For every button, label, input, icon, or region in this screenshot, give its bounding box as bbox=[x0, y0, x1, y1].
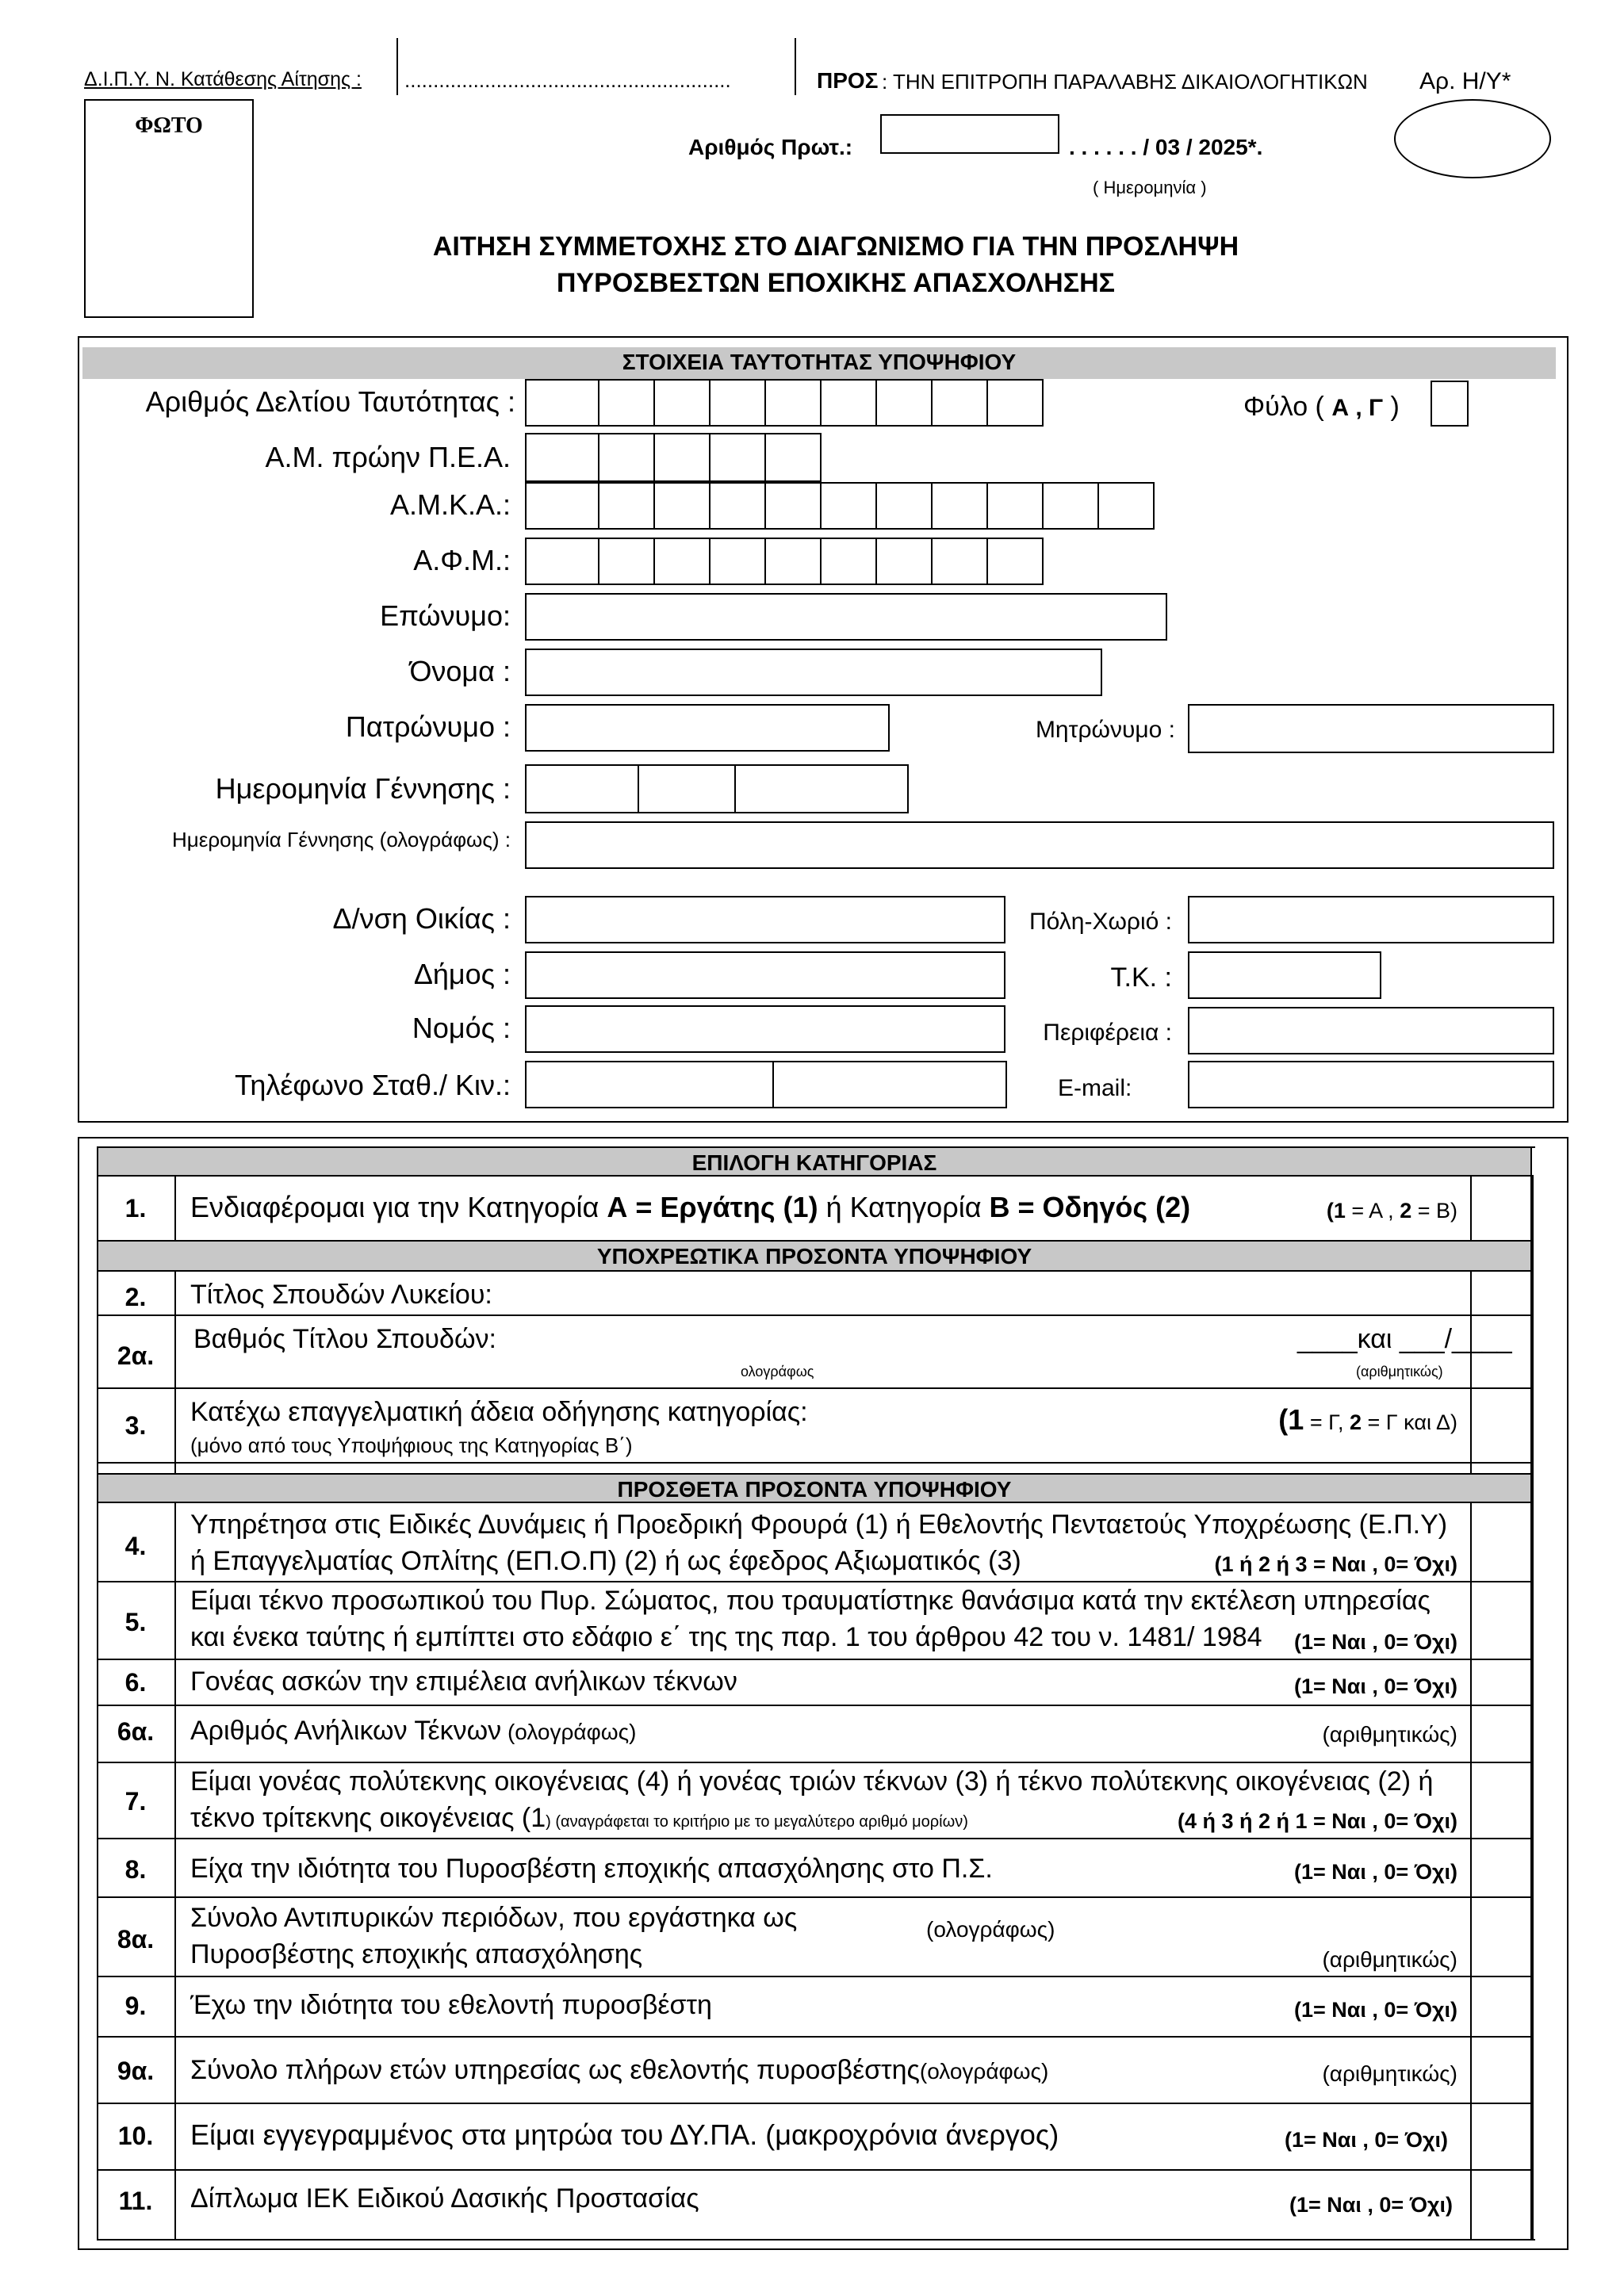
phone-label: Τηλέφωνο Σταθ./ Κιν.: bbox=[235, 1069, 511, 1101]
protocol-date: . . . . . . / 03 / 2025*. bbox=[1069, 135, 1263, 159]
row-6a-text: Αριθμός Ανήλικων Τέκνων (ολογράφως) bbox=[190, 1716, 637, 1746]
answer-cell[interactable] bbox=[1472, 1977, 1529, 2034]
row-5-bottom bbox=[97, 1659, 1532, 1660]
dipyn-dots: ......................................................... bbox=[404, 68, 731, 92]
row-5-line1: Είμαι τέκνο προσωπικού του Πυρ. Σώματος, που τραυματίστηκε θανάσιμα κατά την εκτέλεση υπηρεσίας bbox=[190, 1586, 1431, 1616]
address-input[interactable] bbox=[525, 896, 1005, 943]
category-heading: ΕΠΙΛΟΓΗ ΚΑΤΗΓΟΡΙΑΣ bbox=[97, 1146, 1532, 1177]
row-7-number: 7. bbox=[124, 1787, 147, 1816]
row-1-number: 1. bbox=[124, 1194, 147, 1223]
row-3-subtext: (μόνο από τους Υποψήφιους της Κατηγορίας Β΄) bbox=[190, 1433, 633, 1457]
row-6a-code: (αριθμητικώς) bbox=[1322, 1722, 1457, 1747]
row-11-text: Δίπλωμα ΙΕΚ Ειδικού Δασικής Προστασίας bbox=[190, 2183, 699, 2214]
father-input[interactable] bbox=[525, 704, 890, 752]
row-9a-number: 9α. bbox=[117, 2057, 155, 2085]
row-11-number: 11. bbox=[118, 2187, 153, 2215]
row-6-number: 6. bbox=[124, 1668, 147, 1697]
municipality-input[interactable] bbox=[525, 951, 1005, 999]
number-column-divider bbox=[174, 1175, 176, 2241]
row-8-code: (1= Ναι , 0= Όχι) bbox=[1294, 1860, 1457, 1884]
protocol-input[interactable] bbox=[880, 114, 1059, 154]
row-8a-line1: Σύνολο Αντιπυρικών περιόδων, που εργάστηκα ως bbox=[190, 1903, 798, 1933]
row-5-line2: και ένεκα ταύτης ή εμπίπτει στο εδάφιο ε΄ της της παρ. 1 του άρθρου 42 του ν. 1481/ 1984 bbox=[190, 1622, 1262, 1652]
surname-label: Επώνυμο: bbox=[380, 599, 511, 632]
row-4-number: 4. bbox=[124, 1532, 147, 1560]
row-7-line1: Είμαι γονέας πολύτεκνης οικογένειας (4) ή γονέας τριών τέκνων (3) ή τέκνο πολύτεκνης οικογένειας (2) ή bbox=[190, 1766, 1434, 1797]
additional-heading: ΠΡΟΣΘΕΤΑ ΠΡΟΣΟΝΤΑ ΥΠΟΨΗΦΙΟΥ bbox=[97, 1473, 1532, 1503]
form-title-line1: ΑΙΤΗΣΗ ΣΥΜΜΕΤΟΧΗΣ ΣΤΟ ΔΙΑΓΩΝΙΣΜΟ ΓΙΑ ΤΗΝ ΠΡΟΣΛΗΨΗ bbox=[432, 232, 1239, 262]
answer-cell[interactable] bbox=[1472, 1660, 1529, 1703]
photo-label: ΦΩΤΟ bbox=[135, 113, 203, 138]
city-input[interactable] bbox=[1188, 896, 1554, 943]
form-title-line2: ΠΥΡΟΣΒΕΣΤΩΝ ΕΠΟΧΙΚΗΣ ΑΠΑΣΧΟΛΗΣΗΣ bbox=[556, 268, 1116, 298]
answer-cell[interactable] bbox=[1472, 2104, 1529, 2168]
name-input[interactable] bbox=[525, 649, 1102, 696]
answer-cell[interactable] bbox=[1472, 1389, 1529, 1460]
row-6a-bottom bbox=[97, 1762, 1532, 1763]
row-4-line1: Υπηρέτησα στις Ειδικές Δυνάμεις ή Προεδρική Φρουρά (1) ή Εθελοντής Πενταετούς Υποχρέωσης (Ε.Π.Υ) bbox=[190, 1510, 1448, 1540]
row-9-text: Έχω την ιδιότητα του εθελοντή πυροσβέστη bbox=[190, 1990, 712, 2020]
birthdate-cells[interactable] bbox=[525, 764, 909, 813]
region-label: Περιφέρεια : bbox=[1043, 1020, 1172, 1046]
phone-cells[interactable] bbox=[525, 1061, 1007, 1108]
row-9a-text: Σύνολο πλήρων ετών υπηρεσίας ως εθελοντής πυροσβέστης(ολογράφως) bbox=[190, 2055, 1049, 2085]
row-9-code: (1= Ναι , 0= Όχι) bbox=[1294, 1998, 1457, 2022]
row-8-text: Είχα την ιδιότητα του Πυροσβέστη εποχικής απασχόλησης στο Π.Σ. bbox=[190, 1854, 993, 1884]
row-10-number: 10. bbox=[117, 2122, 154, 2150]
row-9-bottom bbox=[97, 2036, 1532, 2038]
email-label: E-mail: bbox=[1058, 1075, 1132, 1101]
birthdate-words-input[interactable] bbox=[525, 821, 1554, 869]
pros-text: : ΤΗΝ ΕΠΙΤΡΟΠΗ ΠΑΡΑΛΑΒΗΣ ΔΙΚΑΙΟΛΟΓΗΤΙΚΩΝ bbox=[882, 70, 1368, 94]
row-3-code: (1 = Γ, 2 = Γ και Δ) bbox=[1278, 1403, 1457, 1436]
id-card-cells[interactable] bbox=[525, 379, 1044, 427]
answer-cell[interactable] bbox=[1472, 2171, 1529, 2239]
pros-label: ΠΡΟΣ bbox=[817, 68, 879, 93]
row-4-bottom bbox=[97, 1581, 1532, 1582]
row-2a-number: 2α. bbox=[117, 1341, 155, 1370]
name-label: Όνομα : bbox=[409, 655, 511, 687]
row-3-number: 3. bbox=[124, 1411, 147, 1440]
table-right-edge bbox=[1530, 1175, 1534, 2241]
row-2a-bottom bbox=[97, 1387, 1532, 1389]
birthdate-label: Ημερομηνία Γέννησης : bbox=[215, 772, 511, 805]
row-8a-bottom bbox=[97, 1976, 1532, 1977]
id-card-label: Αριθμός Δελτίου Ταυτότητας : bbox=[145, 385, 515, 418]
gender-label: Φύλο ( Α , Γ ) bbox=[1243, 392, 1400, 422]
prefecture-input[interactable] bbox=[525, 1005, 1005, 1053]
row-3-bottom bbox=[97, 1462, 1532, 1464]
row-9-number: 9. bbox=[124, 1992, 147, 2020]
city-label: Πόλη-Χωριό : bbox=[1029, 909, 1172, 935]
row-10-bottom bbox=[97, 2169, 1532, 2171]
ar-hy-oval[interactable] bbox=[1394, 99, 1551, 178]
row-11-code: (1= Ναι , 0= Όχι) bbox=[1289, 2193, 1453, 2217]
row-2a-blanks[interactable]: ____και ___/____ bbox=[1297, 1324, 1512, 1354]
row-2-text: Τίτλος Σπουδών Λυκείου: bbox=[190, 1280, 492, 1310]
am-pea-label: Α.Μ. πρώην Π.Ε.Α. bbox=[265, 441, 511, 473]
email-input[interactable] bbox=[1188, 1061, 1554, 1108]
row-1-text: Ενδιαφέρομαι για την Κατηγορία Α = Εργάτης (1) ή Κατηγορία Β = Οδηγός (2) bbox=[190, 1191, 1191, 1223]
row-2a-text: Βαθμός Τίτλου Σπουδών: bbox=[193, 1324, 496, 1354]
afm-label: Α.Φ.Μ.: bbox=[413, 544, 511, 576]
date-caption: ( Ημερομηνία ) bbox=[1093, 178, 1207, 197]
gender-input[interactable] bbox=[1431, 381, 1469, 427]
father-label: Πατρώνυμο : bbox=[345, 710, 511, 743]
row-8a-line2: Πυροσβέστης εποχικής απασχόλησης bbox=[190, 1939, 643, 1969]
row-7-bottom bbox=[97, 1838, 1532, 1839]
ar-hy-label: Αρ. Η/Υ* bbox=[1419, 68, 1511, 94]
protocol-label: Αριθμός Πρωτ.: bbox=[688, 135, 853, 159]
row-2-number: 2. bbox=[124, 1283, 147, 1311]
mother-label: Μητρώνυμο : bbox=[1035, 717, 1175, 743]
municipality-label: Δήμος : bbox=[413, 958, 511, 990]
row-8a-number: 8α. bbox=[117, 1925, 155, 1954]
mandatory-heading: ΥΠΟΧΡΕΩΤΙΚΑ ΠΡΟΣΟΝΤΑ ΥΠΟΨΗΦΙΟΥ bbox=[97, 1240, 1532, 1272]
row-5-code: (1= Ναι , 0= Όχι) bbox=[1294, 1630, 1457, 1654]
mother-input[interactable] bbox=[1188, 704, 1554, 753]
row-9a-bottom bbox=[97, 2103, 1532, 2104]
address-label: Δ/νση Οικίας : bbox=[332, 902, 511, 935]
postal-label: Τ.Κ. : bbox=[1110, 962, 1172, 993]
answer-cell[interactable] bbox=[1472, 1582, 1529, 1657]
row-4-code: (1 ή 2 ή 3 = Ναι , 0= Όχι) bbox=[1214, 1552, 1457, 1576]
row-8-number: 8. bbox=[124, 1855, 147, 1884]
answer-cell[interactable] bbox=[1472, 1898, 1529, 1974]
row-8-bottom bbox=[97, 1896, 1532, 1898]
row-10-code: (1= Ναι , 0= Όχι) bbox=[1285, 2128, 1448, 2152]
row-3-text: Κατέχω επαγγελματική άδεια οδήγησης κατηγορίας: bbox=[190, 1397, 808, 1427]
identity-heading: ΣΤΟΙΧΕΙΑ ΤΑΥΤΟΤΗΤΑΣ ΥΠΟΨΗΦΙΟΥ bbox=[82, 347, 1556, 379]
afm-cells[interactable] bbox=[525, 538, 1044, 585]
answer-cell[interactable] bbox=[1472, 2038, 1529, 2101]
answer-cell[interactable] bbox=[1472, 1763, 1529, 1836]
row-7-code: (4 ή 3 ή 2 ή 1 = Ναι , 0= Όχι) bbox=[1177, 1809, 1457, 1833]
row-6-bottom bbox=[97, 1705, 1532, 1706]
row-4-line2: ή Επαγγελματίας Οπλίτης (ΕΠ.Ο.Π) (2) ή ως έφεδρος Αξιωματικός (3) bbox=[190, 1546, 1021, 1576]
row-1-answer[interactable] bbox=[1472, 1178, 1530, 1229]
row-2a-words-caption: ολογράφως bbox=[741, 1364, 814, 1380]
region-input[interactable] bbox=[1188, 1007, 1554, 1054]
row-6-text: Γονέας ασκών την επιμέλεια ανήλικων τέκνων bbox=[190, 1667, 737, 1697]
row-7-line2: τέκνο τρίτεκνης οικογένειας (1) (αναγράφεται το κριτήριο με το μεγαλύτερο αριθμό μορίων) bbox=[190, 1803, 968, 1833]
row-8a-words: (ολογράφως) bbox=[926, 1917, 1055, 1942]
row-2-bottom bbox=[97, 1314, 1532, 1316]
amka-label: Α.Μ.Κ.Α.: bbox=[389, 488, 511, 521]
row-8a-code: (αριθμητικώς) bbox=[1322, 1947, 1457, 1972]
amka-cells[interactable] bbox=[525, 482, 1155, 530]
row-10-text: Είμαι εγγεγραμμένος στα μητρώα του ΔΥ.ΠΑ. (μακροχρόνια άνεργος) bbox=[190, 2118, 1059, 2151]
postal-input[interactable] bbox=[1188, 951, 1381, 999]
answer-cell[interactable] bbox=[1472, 1706, 1529, 1760]
row-2a-numeric-caption: (αριθμητικώς) bbox=[1356, 1364, 1443, 1380]
am-pea-cells[interactable] bbox=[525, 433, 822, 482]
answer-cell[interactable] bbox=[1472, 1839, 1529, 1895]
answer-cell[interactable] bbox=[1472, 1273, 1529, 1313]
answer-cell[interactable] bbox=[1472, 1505, 1529, 1579]
row-1-code: (1 = Α , 2 = Β) bbox=[1326, 1199, 1457, 1223]
row-5-number: 5. bbox=[124, 1608, 147, 1636]
row-6-code: (1= Ναι , 0= Όχι) bbox=[1294, 1674, 1457, 1698]
prefecture-label: Νομός : bbox=[412, 1012, 511, 1044]
dipyn-label: Δ.Ι.Π.Υ. Ν. Κατάθεσης Αίτησης : bbox=[84, 68, 362, 90]
birthdate-words-label: Ημερομηνία Γέννησης (ολογράφως) : bbox=[171, 828, 511, 851]
row-6a-number: 6α. bbox=[117, 1717, 155, 1746]
row-9a-code: (αριθμητικώς) bbox=[1322, 2061, 1457, 2086]
surname-input[interactable] bbox=[525, 593, 1167, 641]
